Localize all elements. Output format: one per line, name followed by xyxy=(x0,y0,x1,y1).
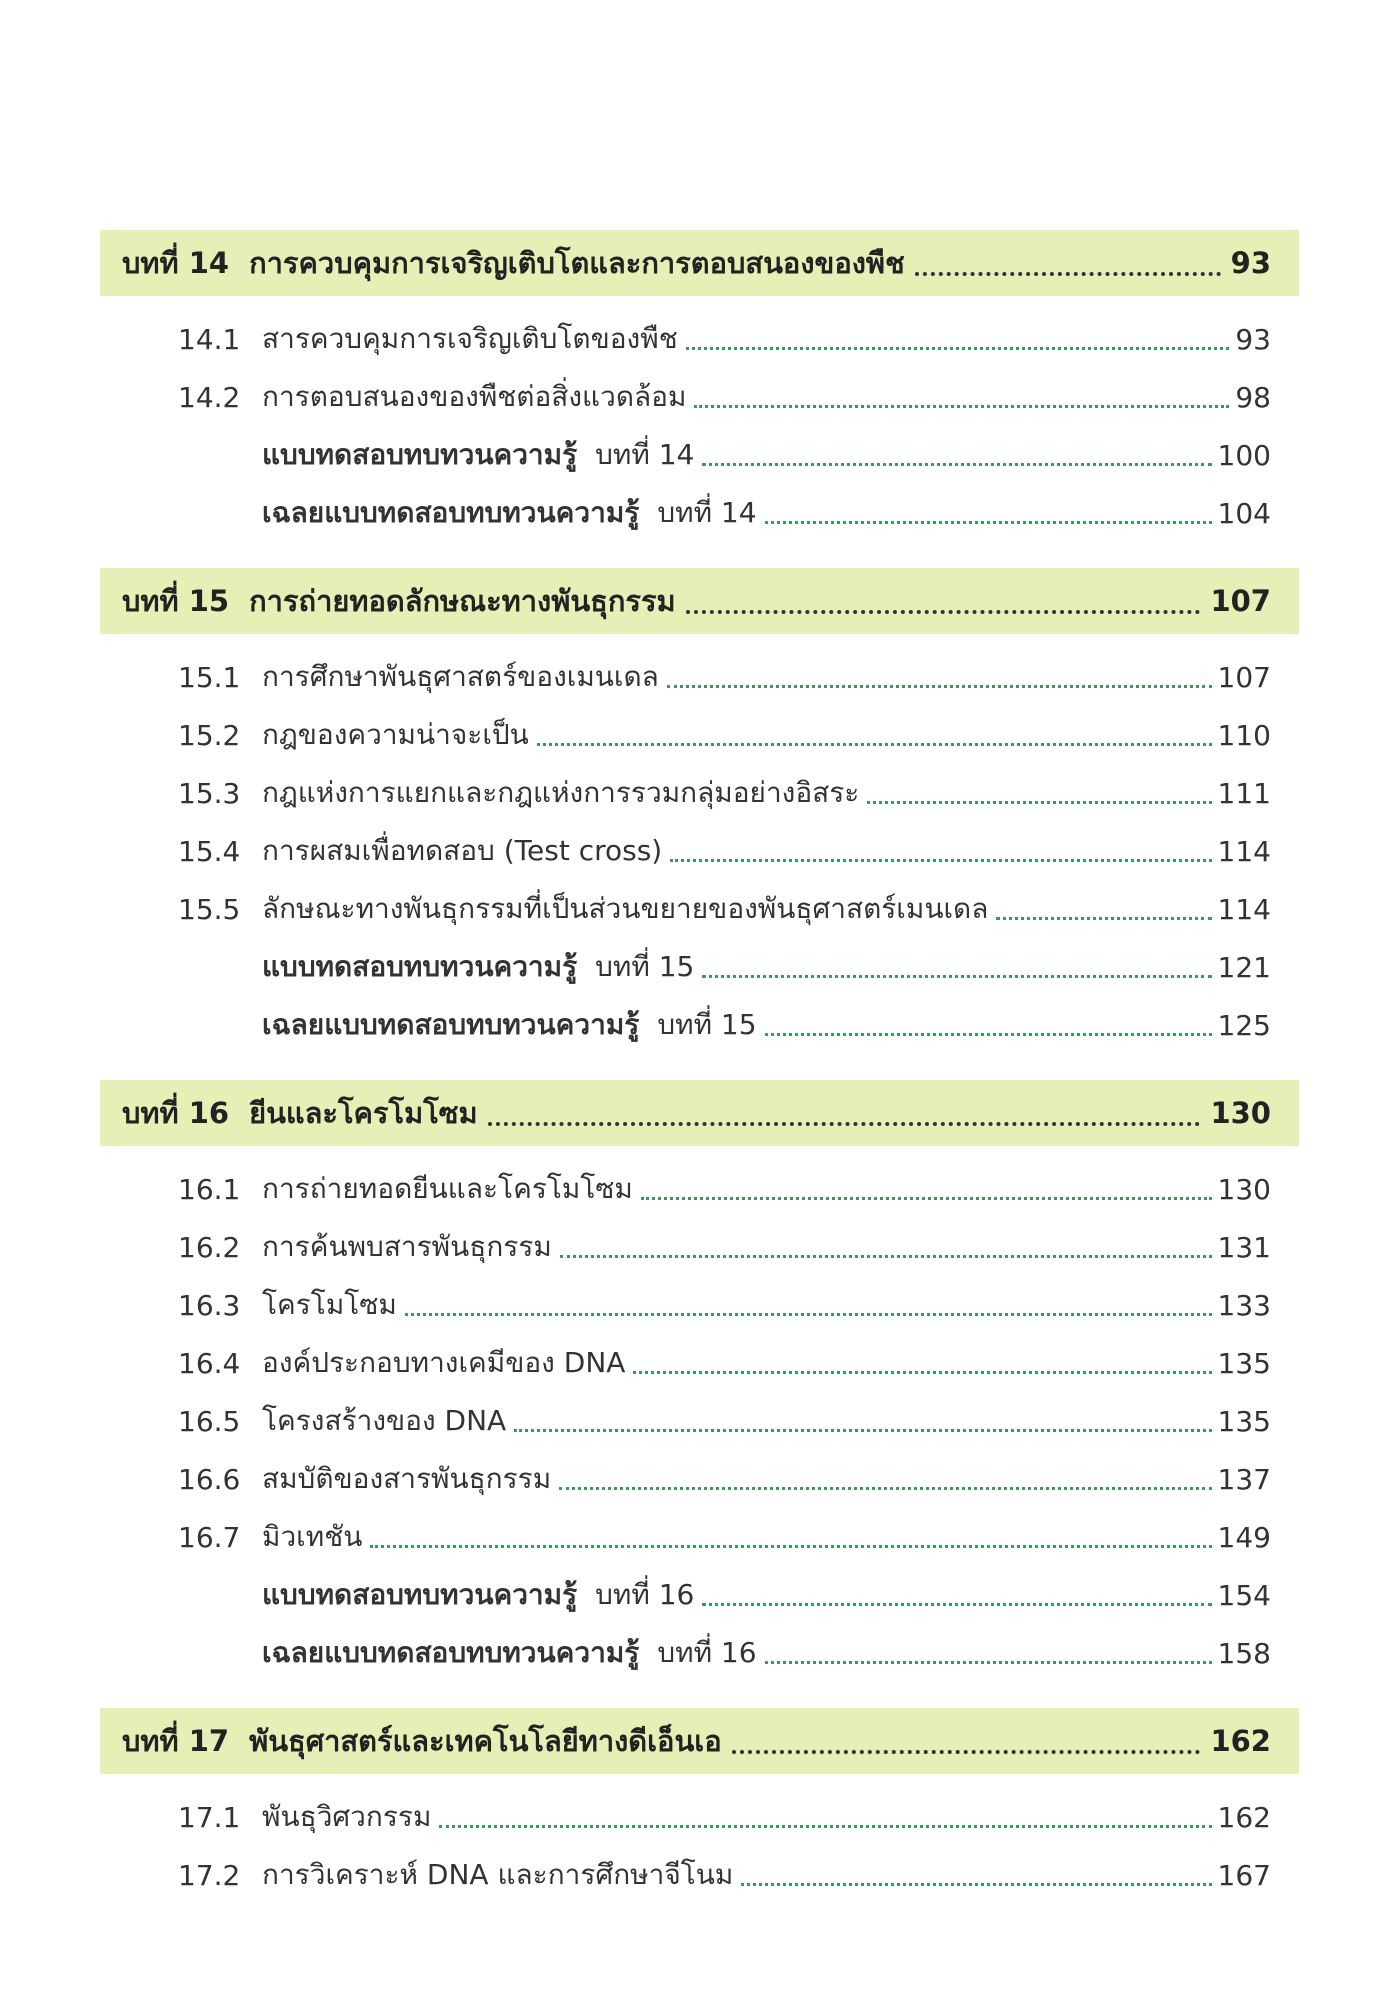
section-entry xyxy=(100,1788,1299,1846)
dot-leader xyxy=(537,743,1212,746)
chapter-title: การถ่ายทอดลักษณะทางพันธุกรรม xyxy=(249,584,676,618)
dot-leader xyxy=(765,1661,1212,1664)
chapter-label: บทที่ 15 xyxy=(122,584,230,618)
entry-page-number: 130 xyxy=(1217,1172,1271,1206)
exercise-chapter-ref: บทที่ 14 xyxy=(657,496,757,529)
section-title: การวิเคราะห์ DNA และการศึกษาจีโนม xyxy=(262,1858,734,1891)
section-title: การศึกษาพันธุศาสตร์ของเมนเดล xyxy=(262,660,659,693)
exercise-title: เฉลยแบบทดสอบทบทวนความรู้ xyxy=(262,1636,640,1669)
entry-page-number: 104 xyxy=(1217,496,1271,530)
section-entry xyxy=(100,764,1299,822)
entry-page-number: 154 xyxy=(1217,1578,1271,1612)
entry-page-number: 133 xyxy=(1217,1288,1271,1322)
section-number: 16.3 xyxy=(178,1288,241,1322)
dot-leader xyxy=(702,975,1211,978)
chapter-page-number: 107 xyxy=(1210,584,1271,618)
dot-leader xyxy=(694,405,1229,408)
exercise-entry xyxy=(100,1566,1299,1624)
entry-page-number: 158 xyxy=(1217,1636,1271,1670)
chapter-title: ยีนและโครโมโซม xyxy=(249,1096,478,1130)
section-title: โครงสร้างของ DNA xyxy=(262,1404,507,1437)
chapter-entry-list xyxy=(100,296,1299,568)
exercise-title: เฉลยแบบทดสอบทบทวนความรู้ xyxy=(262,1008,640,1041)
dot-leader xyxy=(765,1033,1212,1036)
chapter-label: บทที่ 14 xyxy=(122,246,230,280)
chapter-header xyxy=(100,568,1299,634)
chapter-page-number: 93 xyxy=(1230,246,1271,280)
section-title: องค์ประกอบทางเคมีของ DNA xyxy=(262,1346,626,1379)
dot-leader xyxy=(670,859,1211,862)
section-number: 15.2 xyxy=(178,718,241,752)
entry-page-number: 167 xyxy=(1217,1858,1271,1892)
chapter-page-number: 162 xyxy=(1210,1724,1271,1758)
exercise-entry xyxy=(100,996,1299,1054)
section-number: 15.5 xyxy=(178,892,241,926)
section-entry xyxy=(100,1334,1299,1392)
table-of-contents xyxy=(100,230,1299,1930)
section-title: มิวเทชัน xyxy=(262,1520,363,1553)
section-number: 17.1 xyxy=(178,1800,241,1834)
section-number: 15.1 xyxy=(178,660,241,694)
entry-page-number: 131 xyxy=(1217,1230,1271,1264)
section-number: 16.5 xyxy=(178,1404,241,1438)
exercise-title: เฉลยแบบทดสอบทบทวนความรู้ xyxy=(262,496,640,529)
chapter-label: บทที่ 17 xyxy=(122,1724,230,1758)
chapter-entry-list xyxy=(100,634,1299,1080)
section-title: การผสมเพื่อทดสอบ (Test cross) xyxy=(262,834,663,867)
section-entry xyxy=(100,310,1299,368)
section-number: 16.1 xyxy=(178,1172,241,1206)
section-title: พันธุวิศวกรรม xyxy=(262,1800,432,1833)
dot-leader xyxy=(686,610,1201,614)
dot-leader xyxy=(633,1371,1211,1374)
entry-page-number: 98 xyxy=(1235,380,1271,414)
section-entry xyxy=(100,822,1299,880)
exercise-chapter-ref: บทที่ 14 xyxy=(595,438,695,471)
dot-leader xyxy=(732,1750,1201,1754)
section-entry xyxy=(100,1846,1299,1904)
exercise-title: แบบทดสอบทบทวนความรู้ xyxy=(262,438,578,471)
dot-leader xyxy=(996,917,1211,920)
dot-leader xyxy=(686,347,1230,350)
section-entry xyxy=(100,1508,1299,1566)
dot-leader xyxy=(439,1825,1211,1828)
section-title: สารควบคุมการเจริญเติบโตของพืช xyxy=(262,322,678,355)
section-number: 15.3 xyxy=(178,776,241,810)
chapter-title: การควบคุมการเจริญเติบโตและการตอบสนองของพืช xyxy=(249,246,905,280)
section-entry xyxy=(100,880,1299,938)
chapter-header xyxy=(100,1080,1299,1146)
entry-page-number: 111 xyxy=(1217,776,1271,810)
entry-page-number: 137 xyxy=(1217,1462,1271,1496)
chapter-page-number: 130 xyxy=(1210,1096,1271,1130)
section-number: 14.2 xyxy=(178,380,241,414)
exercise-entry xyxy=(100,426,1299,484)
section-number: 14.1 xyxy=(178,322,241,356)
exercise-entry xyxy=(100,938,1299,996)
entry-page-number: 135 xyxy=(1217,1346,1271,1380)
exercise-chapter-ref: บทที่ 15 xyxy=(595,950,695,983)
dot-leader xyxy=(559,1487,1211,1490)
dot-leader xyxy=(765,521,1212,524)
entry-page-number: 162 xyxy=(1217,1800,1271,1834)
section-entry xyxy=(100,1160,1299,1218)
chapter-header xyxy=(100,1708,1299,1774)
chapter-entry-list xyxy=(100,1146,1299,1708)
dot-leader xyxy=(702,463,1211,466)
exercise-title: แบบทดสอบทบทวนความรู้ xyxy=(262,950,578,983)
dot-leader xyxy=(560,1255,1212,1258)
entry-page-number: 135 xyxy=(1217,1404,1271,1438)
dot-leader xyxy=(641,1197,1212,1200)
dot-leader xyxy=(667,685,1212,688)
dot-leader xyxy=(370,1545,1211,1548)
entry-page-number: 107 xyxy=(1217,660,1271,694)
section-entry xyxy=(100,1450,1299,1508)
chapter-label: บทที่ 16 xyxy=(122,1096,230,1130)
dot-leader xyxy=(915,272,1221,276)
dot-leader xyxy=(702,1603,1211,1606)
section-title: การค้นพบสารพันธุกรรม xyxy=(262,1230,552,1263)
chapter-header xyxy=(100,230,1299,296)
section-entry xyxy=(100,1218,1299,1276)
entry-page-number: 149 xyxy=(1217,1520,1271,1554)
dot-leader xyxy=(867,801,1211,804)
dot-leader xyxy=(741,1883,1211,1886)
section-entry xyxy=(100,368,1299,426)
chapter-entry-list xyxy=(100,1774,1299,1930)
section-number: 16.2 xyxy=(178,1230,241,1264)
entry-page-number: 114 xyxy=(1217,892,1271,926)
entry-page-number: 125 xyxy=(1217,1008,1271,1042)
section-number: 16.4 xyxy=(178,1346,241,1380)
section-number: 15.4 xyxy=(178,834,241,868)
entry-page-number: 100 xyxy=(1217,438,1271,472)
dot-leader xyxy=(488,1122,1201,1126)
section-title: โครโมโซม xyxy=(262,1288,397,1321)
chapter-title: พันธุศาสตร์และเทคโนโลยีทางดีเอ็นเอ xyxy=(249,1724,722,1758)
exercise-title: แบบทดสอบทบทวนความรู้ xyxy=(262,1578,578,1611)
section-number: 16.7 xyxy=(178,1520,241,1554)
exercise-entry xyxy=(100,484,1299,542)
exercise-chapter-ref: บทที่ 15 xyxy=(657,1008,757,1041)
section-number: 16.6 xyxy=(178,1462,241,1496)
entry-page-number: 93 xyxy=(1235,322,1271,356)
section-entry xyxy=(100,1276,1299,1334)
section-title: สมบัติของสารพันธุกรรม xyxy=(262,1462,552,1495)
section-entry xyxy=(100,648,1299,706)
dot-leader xyxy=(514,1429,1211,1432)
section-title: การตอบสนองของพืชต่อสิ่งแวดล้อม xyxy=(262,380,687,413)
section-number: 17.2 xyxy=(178,1858,241,1892)
entry-page-number: 114 xyxy=(1217,834,1271,868)
exercise-chapter-ref: บทที่ 16 xyxy=(595,1578,695,1611)
entry-page-number: 121 xyxy=(1217,950,1271,984)
section-title: การถ่ายทอดยีนและโครโมโซม xyxy=(262,1172,633,1205)
section-title: กฎของความน่าจะเป็น xyxy=(262,718,529,751)
entry-page-number: 110 xyxy=(1217,718,1271,752)
exercise-entry xyxy=(100,1624,1299,1682)
dot-leader xyxy=(405,1313,1212,1316)
section-entry xyxy=(100,1392,1299,1450)
exercise-chapter-ref: บทที่ 16 xyxy=(657,1636,757,1669)
section-title: ลักษณะทางพันธุกรรมที่เป็นส่วนขยายของพันธุศาสตร์เมนเดล xyxy=(262,892,989,925)
section-title: กฎแห่งการแยกและกฎแห่งการรวมกลุ่มอย่างอิสระ xyxy=(262,776,860,809)
section-entry xyxy=(100,706,1299,764)
